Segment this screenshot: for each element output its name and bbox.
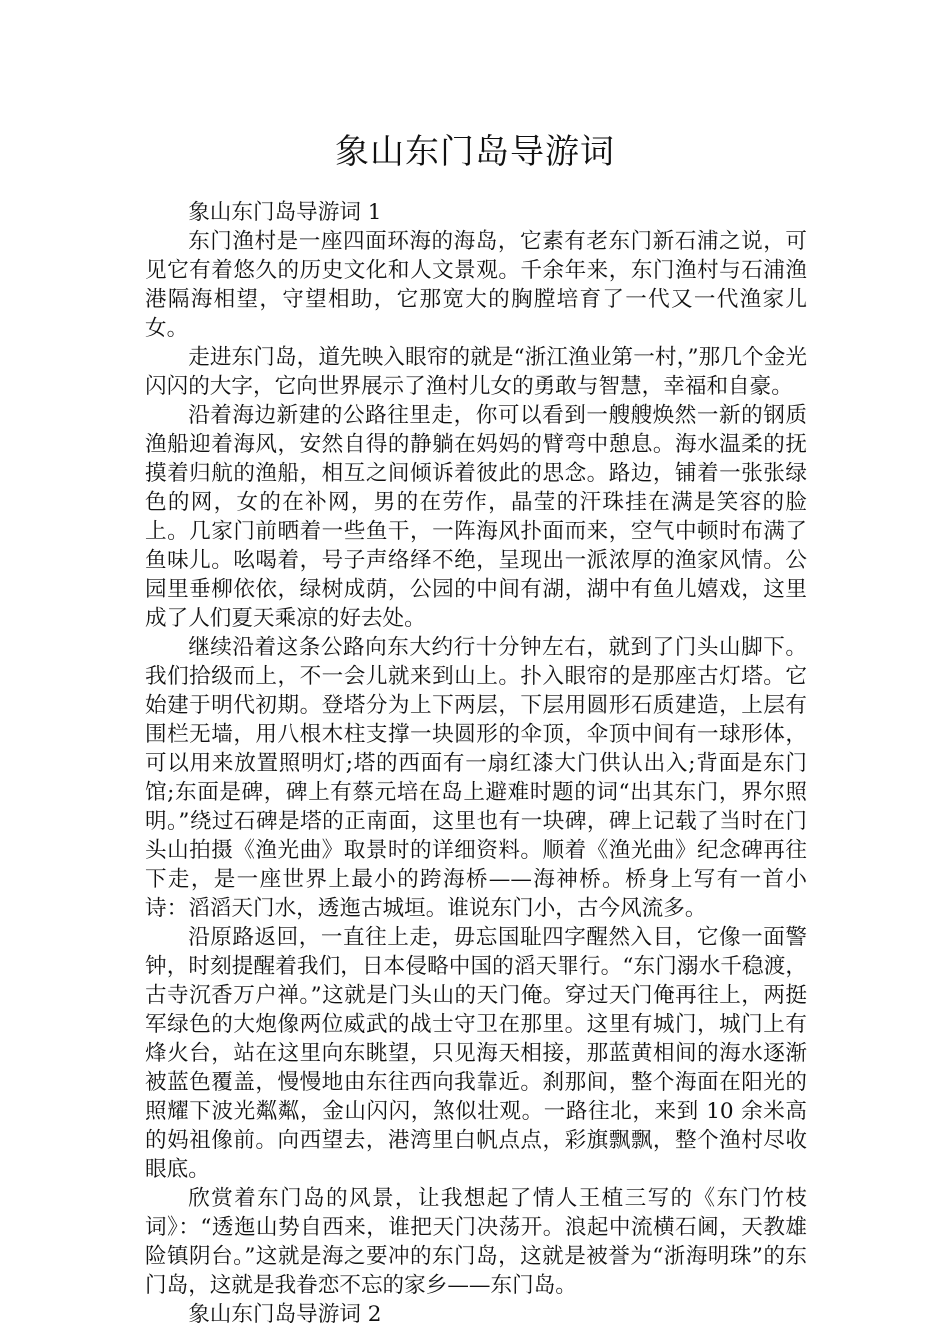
paragraph: 走进东门岛，道先映入眼帘的就是“浙江渔业第一村，”那几个金光闪闪的大字，它向世界展示了渔村儿女的勇敢与智慧，幸福和自豪。 [145,345,807,399]
document-title: 象山东门岛导游词 [335,132,615,172]
section-heading-2: 象山东门岛导游词 2 [188,1302,382,1327]
paragraph: 继续沿着这条公路向东大约行十分钟左右，就到了门头山脚下。我们拾级而上，不一会儿就来到山上。扑入眼帘的是那座古灯塔。它始建于明代初期。登塔分为上下两层，下层用圆形石质建造，上层有围栏无墙，用八根木柱支撑一块圆形的伞顶，伞顶中间有一球形体，可以用来放置照明灯;塔的西面有一扇红漆大门供认出入;背面是东门馆;东面是碑，碑上有蔡元培在岛上避难时题的词“出其东门，界尔照明。”绕过石碑是塔的正南面，这里也有一块碑，碑上记载了当时在门头山拍摄《渔光曲》取景时的详细资料。顺着《渔光曲》纪念碑再往下走，是一座世界上最小的跨海桥——海神桥。桥身上写有一首小诗：滔滔天门水，透迤古城垣。谁说东门小，古今风流多。 [145,635,807,921]
section-heading-1: 象山东门岛导游词 1 [188,200,382,225]
document-body [145,198,807,1329]
paragraph: 沿原路返回，一直往上走，毋忘国耻四字醒然入目，它像一面警钟，时刻提醒着我们，日本侵略中国的滔天罪行。“东门溺水千稳渡，古寺沉香万户禅。”这就是门头山的天门俺。穿过天门俺再往上，两挺军绿色的大炮像两位威武的战士守卫在那里。这里有城门，城门上有烽火台，站在这里向东眺望，只见海天相接，那蓝黄相间的海水逐渐被蓝色覆盖，慢慢地由东往西向我靠近。刹那间，整个海面在阳光的照耀下波光粼粼，金山闪闪，煞似壮观。一路往北，来到 10 余米高的妈祖像前。向西望去，港湾里白帆点点，彩旗飘飘，整个渔村尽收眼底。 [145,925,807,1182]
paragraph: 沿着海边新建的公路往里走，你可以看到一艘艘焕然一新的钢质渔船迎着海风，安然自得的静躺在妈妈的臂弯中憩息。海水温柔的抚摸着归航的渔船，相互之间倾诉着彼此的思念。路边，铺着一张张绿色的网，女的在补网，男的在劳作，晶莹的汗珠挂在满是笑容的脸上。几家门前晒着一些鱼干，一阵海风扑面而来，空气中顿时布满了鱼味儿。吆喝着，号子声络绎不绝，呈现出一派浓厚的渔家风情。公园里垂柳依依，绿树成荫，公园的中间有湖，湖中有鱼儿嬉戏，这里成了人们夏天乘凉的好去处。 [145,403,807,631]
paragraph: 欣赏着东门岛的风景，让我想起了情人王植三写的《东门竹枝词》：“透迤山势自西来，谁把天门决荡开。浪起中流横石阃，天教雄险镇阴台。”这就是海之要冲的东门岛，这就是被誉为“浙海明珠”的东门岛，这就是我眷恋不忘的家乡——东门岛。 [145,1186,807,1298]
paragraph: 东门渔村是一座四面环海的海岛，它素有老东门新石浦之说，可见它有着悠久的历史文化和人文景观。千余年来，东门渔村与石浦渔港隔海相望，守望相助，它那宽大的胸膛培育了一代又一代渔家儿女。 [145,229,807,341]
